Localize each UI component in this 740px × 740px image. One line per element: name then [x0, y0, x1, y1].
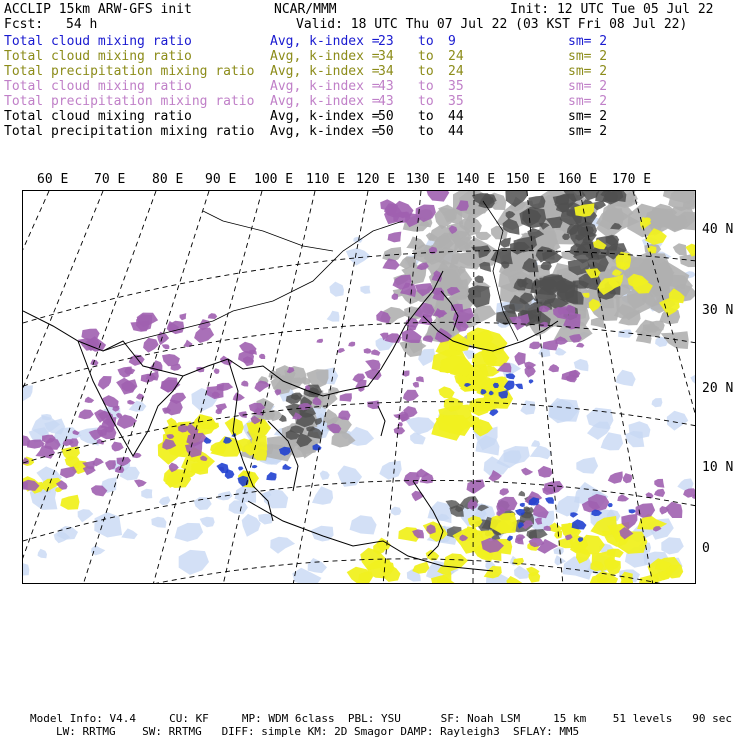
- low-cloud-patch: [506, 373, 516, 379]
- mid-cloud-patch: [529, 572, 541, 582]
- low-cloud-light-patch: [346, 248, 371, 266]
- upper-cloud-patch: [403, 390, 419, 402]
- low-cloud-patch: [238, 467, 243, 471]
- upper-cloud-patch: [134, 480, 147, 488]
- upper-cloud-patch: [348, 342, 355, 347]
- k-index-top: 50: [378, 124, 394, 139]
- upper-cloud-patch: [316, 339, 323, 343]
- k-index-top: 34: [378, 64, 394, 79]
- longitude-label: 160 E: [558, 172, 598, 187]
- longitude-label: 140 E: [456, 172, 496, 187]
- forecast-label: Fcst:: [4, 17, 44, 32]
- upper-cloud-patch: [85, 397, 95, 403]
- longitude-label: 150 E: [506, 172, 546, 187]
- longitude-label: 130 E: [406, 172, 446, 187]
- low-cloud-patch: [570, 512, 578, 518]
- latitude-label: 0: [702, 541, 710, 556]
- upper-cloud-patch: [233, 393, 245, 402]
- low-cloud-light-patch: [264, 489, 289, 509]
- low-cloud-light-patch: [586, 408, 613, 430]
- valid-time: Valid: 18 UTC Thu 07 Jul 22 (03 KST Fri 08 Jul 22): [296, 17, 688, 32]
- low-cloud-light-patch: [350, 515, 377, 534]
- low-cloud-light-patch: [625, 431, 644, 447]
- k-index-to: to: [418, 124, 434, 139]
- longitude-label: 60 E: [37, 172, 69, 187]
- low-cloud-light-patch: [379, 461, 401, 480]
- field-name: Total precipitation mixing ratio: [4, 64, 255, 79]
- map-canvas: [23, 191, 696, 584]
- low-cloud-light-patch: [175, 523, 204, 542]
- k-index-bottom: 9: [448, 34, 456, 49]
- field-name: Total cloud mixing ratio: [4, 49, 192, 64]
- mid-cloud-patch: [439, 386, 455, 398]
- field-averaging: Avg, k-index =: [270, 49, 380, 64]
- low-cloud-patch: [216, 463, 228, 474]
- low-cloud-light-patch: [270, 537, 295, 554]
- longitude-label: 90 E: [205, 172, 237, 187]
- low-cloud-light-patch: [38, 549, 48, 559]
- low-cloud-light-patch: [327, 311, 340, 322]
- upper-cloud-patch: [666, 502, 683, 518]
- k-index-to: to: [418, 79, 434, 94]
- upper-cloud-patch: [538, 466, 553, 478]
- low-cloud-patch: [529, 379, 534, 383]
- low-cloud-light-patch: [616, 370, 636, 387]
- upper-cloud-patch: [111, 442, 123, 452]
- model-info-line2: LW: RRTMG SW: RRTMG DIFF: simple KM: 2D Smagor DAMP: Rayleigh3 SFLAY: MM5: [56, 725, 580, 738]
- low-cloud-light-patch: [338, 466, 363, 487]
- upper-cloud-patch: [194, 328, 214, 343]
- upper-cloud-patch: [208, 313, 217, 319]
- upper-cloud-patch: [217, 383, 233, 391]
- upper-cloud-patch: [576, 343, 584, 348]
- upper-cloud-patch: [426, 191, 449, 202]
- upper-cloud-patch: [529, 342, 541, 350]
- country-border: [203, 211, 333, 251]
- upper-cloud-patch: [521, 468, 533, 476]
- high-cloud-light-patch: [591, 317, 605, 328]
- longitude-label: 170 E: [612, 172, 652, 187]
- low-cloud-patch: [266, 472, 276, 480]
- field-averaging: Avg, k-index =: [270, 109, 380, 124]
- low-cloud-light-patch: [530, 445, 553, 459]
- model-info-line1: Model Info: V4.4 CU: KF MP: WDM 6class PBL: YSU SF: Noah LSM 15 km 51 levels 90 sec: [30, 712, 732, 725]
- low-cloud-light-patch: [690, 375, 696, 385]
- upper-cloud-patch: [340, 393, 352, 401]
- low-cloud-light-patch: [574, 359, 589, 371]
- longitude-label: 70 E: [94, 172, 126, 187]
- low-cloud-light-patch: [200, 517, 215, 527]
- low-cloud-patch: [252, 465, 257, 468]
- mid-cloud-patch: [685, 244, 696, 257]
- k-index-top: 43: [378, 79, 394, 94]
- smoothing: sm= 2: [568, 79, 608, 94]
- k-index-bottom: 35: [448, 79, 464, 94]
- upper-cloud-patch: [180, 313, 187, 320]
- low-cloud-light-patch: [329, 282, 344, 297]
- low-cloud-light-patch: [661, 537, 684, 554]
- upper-cloud-patch: [392, 293, 399, 300]
- upper-cloud-patch: [416, 376, 424, 382]
- upper-cloud-patch: [365, 360, 380, 371]
- upper-cloud-patch: [654, 479, 664, 488]
- low-cloud-light-patch: [159, 496, 171, 505]
- low-cloud-light-patch: [121, 528, 137, 539]
- field-averaging: Avg, k-index =: [270, 64, 380, 79]
- low-cloud-light-patch: [308, 558, 327, 573]
- k-index-to: to: [418, 49, 434, 64]
- low-cloud-light-patch: [141, 489, 152, 499]
- upper-cloud-patch: [467, 480, 485, 495]
- k-index-bottom: 24: [448, 64, 464, 79]
- field-name: Total cloud mixing ratio: [4, 34, 192, 49]
- low-cloud-light-patch: [348, 427, 374, 446]
- forecast-hour: 54 h: [66, 17, 98, 32]
- field-averaging: Avg, k-index =: [270, 124, 380, 139]
- k-index-to: to: [418, 109, 434, 124]
- low-cloud-light-patch: [151, 517, 166, 528]
- upper-cloud-patch: [413, 382, 419, 388]
- field-name: Total precipitation mixing ratio: [4, 124, 255, 139]
- low-cloud-light-patch: [312, 486, 333, 504]
- upper-cloud-patch: [382, 258, 399, 269]
- upper-cloud-patch: [654, 489, 665, 497]
- k-index-to: to: [418, 34, 434, 49]
- low-cloud-light-patch: [667, 411, 689, 431]
- longitude-label: 110 E: [306, 172, 346, 187]
- low-cloud-light-patch: [555, 347, 566, 355]
- smoothing: sm= 2: [568, 94, 608, 109]
- low-cloud-light-patch: [553, 547, 563, 554]
- low-cloud-light-patch: [677, 478, 693, 490]
- k-index-bottom: 35: [448, 94, 464, 109]
- upper-cloud-patch: [161, 380, 181, 393]
- low-cloud-light-patch: [576, 457, 598, 474]
- smoothing: sm= 2: [568, 109, 608, 124]
- high-cloud-dense-patch: [474, 275, 484, 283]
- low-cloud-light-patch: [353, 237, 363, 243]
- upper-cloud-patch: [241, 381, 248, 387]
- low-cloud-patch: [515, 384, 523, 390]
- upper-cloud-patch: [162, 344, 170, 349]
- upper-cloud-patch: [402, 328, 422, 343]
- upper-cloud-patch: [514, 352, 525, 366]
- k-index-bottom: 44: [448, 124, 464, 139]
- upper-cloud-patch: [367, 401, 379, 410]
- latitude-label: 30 N: [702, 303, 734, 318]
- run-title: ACCLIP 15km ARW-GFS init: [4, 2, 192, 17]
- k-index-to: to: [418, 94, 434, 109]
- upper-cloud-patch: [143, 338, 159, 353]
- upper-cloud-patch: [388, 232, 402, 243]
- upper-cloud-patch: [337, 348, 345, 353]
- latitude-label: 20 N: [702, 381, 734, 396]
- upper-cloud-patch: [214, 368, 220, 374]
- smoothing: sm= 2: [568, 49, 608, 64]
- low-cloud-light-patch: [94, 512, 122, 537]
- low-cloud-light-patch: [23, 563, 29, 576]
- low-cloud-light-patch: [520, 400, 535, 414]
- longitude-label: 80 E: [152, 172, 184, 187]
- high-cloud-dense-patch: [518, 491, 525, 497]
- field-name: Total cloud mixing ratio: [4, 79, 192, 94]
- low-cloud-light-patch: [311, 526, 334, 542]
- map-panel: [22, 190, 696, 584]
- low-cloud-light-patch: [320, 471, 330, 481]
- upper-cloud-patch: [364, 348, 372, 354]
- upper-cloud-patch: [60, 467, 77, 479]
- upper-cloud-patch: [416, 262, 429, 270]
- field-averaging: Avg, k-index =: [270, 34, 380, 49]
- low-cloud-patch: [572, 519, 587, 529]
- low-cloud-light-patch: [242, 514, 261, 537]
- longitude-label: 120 E: [356, 172, 396, 187]
- smoothing: sm= 2: [568, 34, 608, 49]
- low-cloud-light-patch: [652, 398, 663, 407]
- upper-cloud-patch: [617, 494, 629, 501]
- field-averaging: Avg, k-index =: [270, 94, 380, 109]
- mid-cloud-patch: [60, 495, 79, 510]
- upper-cloud-patch: [259, 354, 265, 359]
- low-cloud-light-patch: [78, 509, 94, 522]
- smoothing: sm= 2: [568, 124, 608, 139]
- upper-cloud-patch: [548, 364, 559, 372]
- low-cloud-patch: [520, 503, 525, 507]
- upper-cloud-patch: [78, 409, 94, 419]
- upper-cloud-patch: [254, 381, 270, 393]
- k-index-bottom: 24: [448, 49, 464, 64]
- latitude-label: 40 N: [702, 222, 734, 237]
- k-index-top: 34: [378, 49, 394, 64]
- center-name: NCAR/MMM: [274, 2, 337, 17]
- upper-cloud-patch: [371, 349, 380, 355]
- low-cloud-light-patch: [179, 550, 209, 575]
- high-cloud-dense-patch: [526, 529, 537, 539]
- low-cloud-light-patch: [391, 507, 402, 516]
- low-cloud-light-patch: [405, 417, 436, 435]
- field-averaging: Avg, k-index =: [270, 79, 380, 94]
- mid-cloud-patch: [412, 562, 429, 574]
- latitude-label: 10 N: [702, 460, 734, 475]
- upper-cloud-patch: [623, 473, 632, 483]
- k-index-top: 23: [378, 34, 394, 49]
- low-cloud-patch: [545, 497, 554, 504]
- upper-cloud-patch: [23, 435, 30, 446]
- low-cloud-light-patch: [23, 385, 33, 401]
- smoothing: sm= 2: [568, 64, 608, 79]
- upper-cloud-patch: [500, 488, 510, 495]
- longitude-label: 100 E: [254, 172, 294, 187]
- high-cloud-light-patch: [673, 243, 687, 256]
- field-name: Total cloud mixing ratio: [4, 109, 192, 124]
- k-index-top: 43: [378, 94, 394, 109]
- low-cloud-light-patch: [229, 500, 248, 514]
- upper-cloud-patch: [130, 320, 149, 331]
- init-time: Init: 12 UTC Tue 05 Jul 22: [510, 2, 714, 17]
- upper-cloud-patch: [608, 471, 623, 483]
- field-name: Total precipitation mixing ratio: [4, 94, 255, 109]
- upper-cloud-patch: [394, 427, 406, 435]
- low-cloud-patch: [282, 464, 291, 470]
- low-cloud-patch: [629, 509, 636, 513]
- k-index-top: 50: [378, 109, 394, 124]
- low-cloud-light-patch: [360, 286, 370, 294]
- coastline-taiwan: [378, 406, 385, 436]
- upper-cloud-patch: [411, 491, 424, 502]
- k-index-to: to: [418, 64, 434, 79]
- upper-cloud-patch: [98, 376, 112, 390]
- upper-cloud-patch: [117, 367, 131, 378]
- k-index-bottom: 44: [448, 109, 464, 124]
